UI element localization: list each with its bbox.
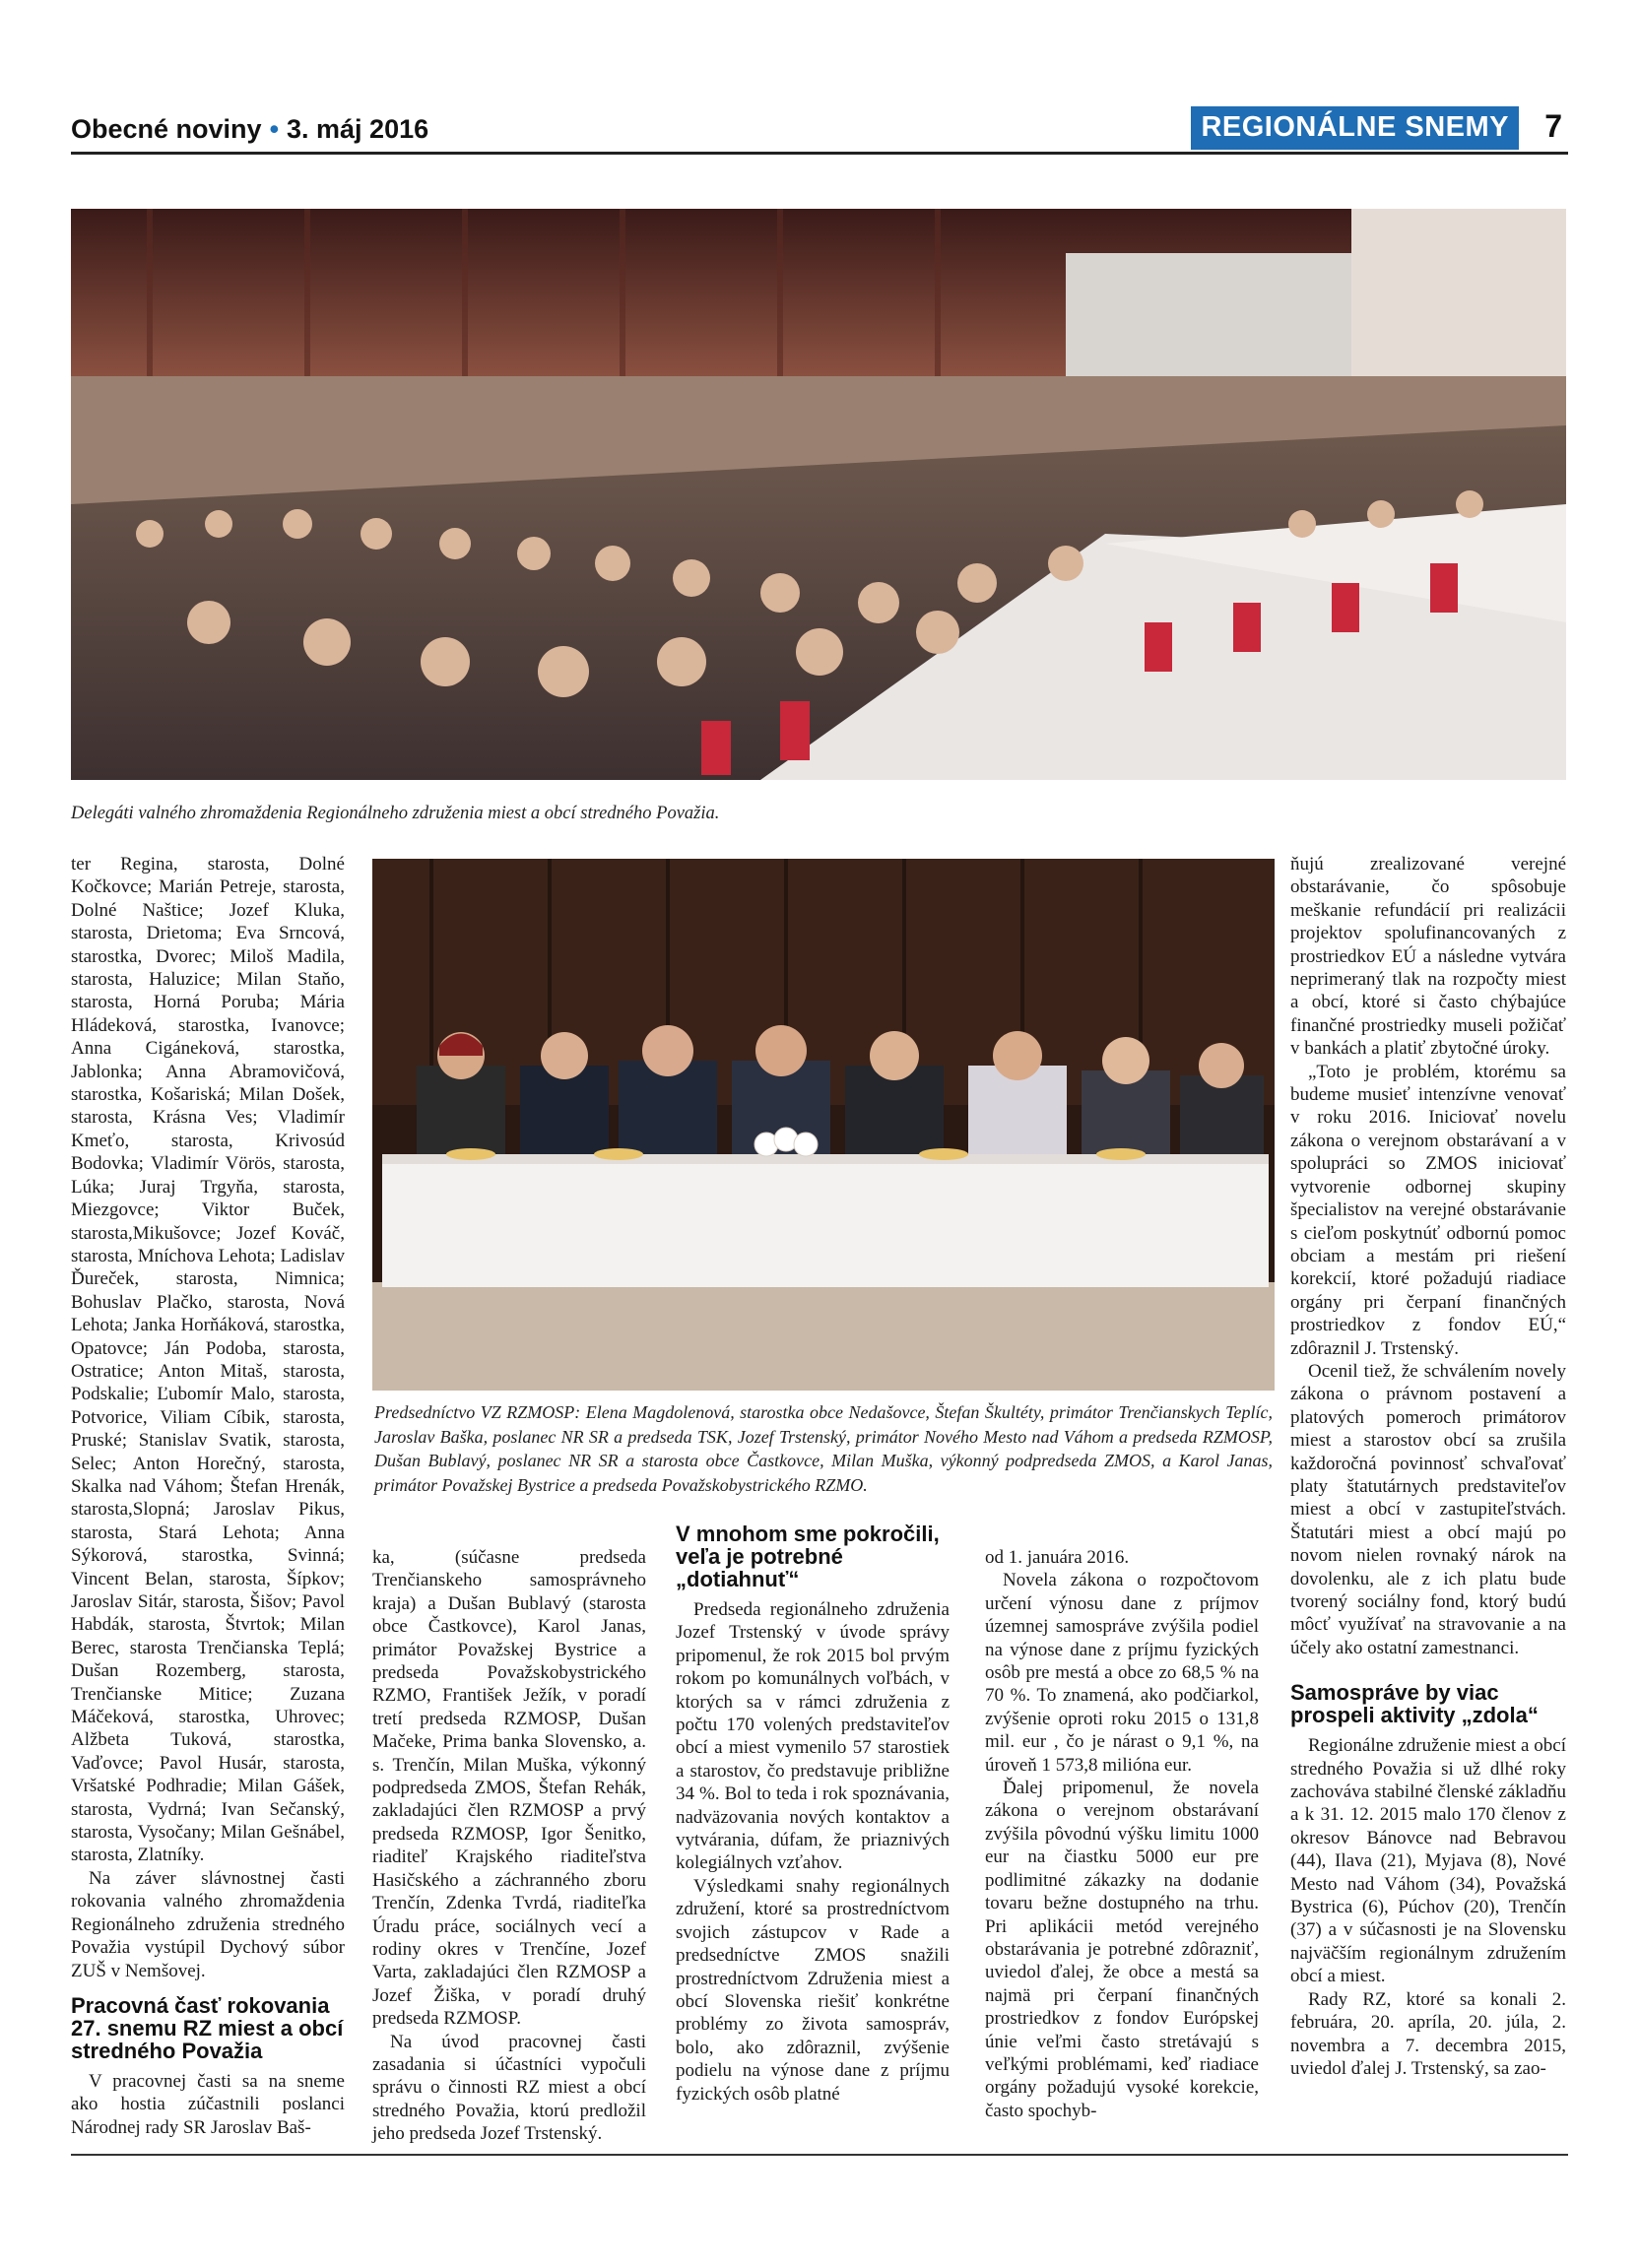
article-column-5	[1290, 853, 1566, 2080]
article-column-1	[71, 853, 345, 2139]
column-4-paragraph-3: Ďalej pripomenul, že novela zákona o verejnom obstarávaní zvýšila pôvodnú výšku limitu 1000 eur na čiastku 5000 eur pre podlimitné zákazky na dodanie tovaru bežne dostupného na trhu. Pri aplikácii metód verejného obstarávania je potrebné zdôrazniť, uviedol ďalej, že obce a mestá sa najmä pri čerpaní finančných prostriedkov z fondov Európskej únie veľmi často stretávajú s veľkými problémami, keď riadiace orgány požadujú vysoké korekcie, často spochyb-	[985, 1778, 1259, 2121]
column-4-paragraph-2: Novela zákona o rozpočtovom určení výnosu dane z príjmov územnej samospráve zvýšila podiel na výnose dane z príjmu fyzických osôb pre mestá a obce zo 68,5 % na 70 %. To znamená, ako podčiarkol, zvýšenie oproti roku 2015 o 131,8 mil. eur , čo je nárast o 9,1 %, na úroveň 1 573,8 miliónа eur.	[985, 1570, 1259, 1776]
column-5-paragraph-4: Regionálne združenie miest a obcí stredného Považia si už dlhé roky zachováva stabilné členské základňu a k 31. 12. 2015 malo 170 členov z okresov Bánovce nad Bebravou (44), Ilava (21), Myjava (8), Nové Mesto nad Váhom (34), Považská Bystrica (6), Púchov (20), Trenčín (37) a v súčasnosti je na Slovensku najväčším regionálnym združením obcí a miest.	[1290, 1735, 1566, 1987]
column-1-paragraph-2: Na záver slávnostnej časti rokovania valného zhromaždenia Regionálneho združenia stredného Považia vystúpil Dychový súbor ZUŠ v Nemšovej.	[71, 1867, 345, 1981]
column-2-paragraph-1: ka, (súčasne predseda Trenčianskeho samosprávneho kraja) a Dušan Bublavý (starosta obce Častkovce), Karol Janas, primátor Považskej Bystrice a predseda Považskobystrického RZMO, František Ježík, v poradí tretí predseda RZMOSP, Dušan Mačeke, Prima banka Slovensko, a. s. Trenčín, Milan Muška, výkonný podpredseda ZMOS, Štefan Rehák, zakladajúci člen RZMOSP a prvý predseda RZMOSP, Igor Šenitko, riaditeľ Krajského riaditeľstva Hasičského a záchranného zboru Trenčín, Zdenka Tvrdá, riaditeľka Úradu práce, sociálnych vecí a rodiny okres v Trenčíne, Jozef Varta, zakladajúci člen RZMOSP a Jozef Žiška, v poradí druhý predseda RZMOSP.	[372, 1547, 646, 2030]
column-5-paragraph-3: Ocenil tiež, že schválením novely zákona o právnom postavení a platových pomeroch primátorov miest a starostov obcí sa zrušila každoročná povinnosť schvaľovať platy štatutárnych predstaviteľov miest a obcí v zastupiteľstvách. Štatutári miest a obcí majú po novom nielen rovnaký nárok na dovolenku, ale z ich platu bude tvorený sociálny fond, ktorý budú môcť využívať na stravovanie a na účely ako ostatní zamestnanci.	[1290, 1360, 1566, 1658]
conference-hall-photo	[71, 209, 1566, 780]
presidium-table-photo-icon	[372, 859, 1275, 1391]
column-2-paragraph-2: Na úvod pracovnej časti zasadania si účastníci vypočuli správu o činnosti RZ miest a obcí stredného Považia, ktorú predložil jeho predseda Jozef Trstenský.	[372, 2031, 646, 2145]
column-1-subheading: Pracovná časť rokovania 27. snemu RZ miest a obcí stredného Považia	[71, 1992, 344, 2063]
masthead	[71, 114, 428, 145]
column-3-subheading: V mnohom sme pokročili, veľa je potrebné „dotiahnuť“	[676, 1522, 940, 1591]
article-column-4	[985, 1546, 1259, 2122]
column-5-paragraph-1: ňujú zrealizované verejné obstarávanie, čo spôsobuje meškanie refundácií pri realizácii projektov spolufinancovaných z prostriedkov EÚ a následne vytvára neprimeraný tlak na rozpočty miest a obcí, ktoré si často chýbajúce finančné prostriedky museli požičať v bankách a platiť zbytočné úroky.	[1290, 854, 1566, 1060]
separator-dot: •	[269, 114, 280, 144]
page-number: 7	[1544, 108, 1562, 144]
bottom-rule	[71, 2154, 1568, 2156]
column-3-paragraph-1: Predseda regionálneho združenia Jozef Trstenský v úvode správy pripomenul, že rok 2015 bol prvým rokom po komunálnych voľbách, v ktorých sa v rámci združenia z počtu 170 volených predstaviteľov obcí a miest vymenilo 57 starostiek a starostov, čo predstavuje približne 34 %. Bol to teda i rok spoznávania, nadväzovania nových kontaktov a vytvárania, dúfam, že priaznivých kolegiálnych vzťahov.	[676, 1599, 950, 1874]
conference-hall-photo-icon	[71, 209, 1566, 780]
middle-photo-caption: Predsedníctvo VZ RZMOSP: Elena Magdolenová, starostka obce Nedašovce, Štefan Škultéty, primátor Trenčianskych Teplíc, Jaroslav Baška, poslanec NR SR a predseda TSK, Jozef Trstenský, primátor Nového Mesto nad Váhom a predseda RZMOSP, Dušan Bublavý, poslanec NR SR a starosta obce Častkovce, Milan Muška, výkonný podpredseda ZMOS, a Karol Janas, primátor Považskej Bystrice a predseda Považskobystrického RZMO.	[374, 1402, 1273, 1495]
column-1-paragraph-3: V pracovnej časti sa na sneme ako hostia zúčastnili poslanci Národnej rady SR Jaroslav Baš-	[71, 2070, 345, 2138]
issue-date: 3. máj 2016	[287, 114, 429, 144]
column-5-paragraph-2: „Toto je problém, ktorému sa budeme musieť intenzívne venovať v roku 2016. Iniciovať novelu zákona o verejnom obstarávaní a v spolupráci so ZMOS iniciovať vytvorenie odbornej skupiny špecialistov na verejné obstarávanie s cieľom poskytnúť odbornú pomoc obciam a mestám pri riešení korekcií, ktoré požadujú riadiace orgány pri čerpaní finančných prostriedkov z fondov EÚ,“ zdôraznil J. Trstenský.	[1290, 1061, 1566, 1359]
header-rule	[71, 152, 1568, 155]
column-4-paragraph-1: od 1. januára 2016.	[985, 1547, 1130, 1568]
article-column-2	[372, 1546, 646, 2146]
article-column-3	[676, 1523, 950, 2106]
page-header	[71, 106, 1568, 156]
column-1-paragraph-1: ter Regina, starosta, Dolné Kočkovce; Marián Petreje, starosta, Dolné Naštice; Jozef Kluka, starosta, Drietoma; Eva Srncová, starostka, Dvorec; Miloš Madila, starosta, Haluzice; Milan Staňo, starosta, Horná Poruba; Mária Hládeková, starostka, Ivanovce; Anna Cigáneková, starostka, Jablonka; Anna Abramovičová, starostka, Košariská; Milan Došek, starosta, Krásna Ves; Vladimír Kmeťo, starosta, Krivosúd Bodovka; Vladimír Vörös, starosta, Lúka; Juraj Trgyňa, starosta, Miezgovce; Viktor Buček, starosta,Mikušovce; Jozef Kováč, starosta, Mníchova Lehota; Ladislav Ďureček, starosta, Nimnica; Bohuslav Plačko, starosta, Nová Lehota; Janka Horňáková, starostka, Opatovce; Ján Podoba, starosta, Ostratice; Anton Mitaš, starosta, Podskalie; Ľubomír Malo, starosta, Potvorice, Viliam Cíbik, starosta, Pruské; Stanislav Svatik, starosta, Selec; Anton Horečný, starosta, Skalka nad Váhom; Štefan Hrenák, starosta,Slopná; Jaroslav Pikus, starosta, Stará Lehota; Anna Sýkorová, starostka, Svinná; Vincent Belan, starosta, Šípkov; Jaroslav Sitár, starosta, Šišov; Pavol Habdák, starosta, Štvrtok; Milan Berec, starosta Trenčianska Teplá; Dušan Rozemberg, starosta, Trenčianske Mitice; Zuzana Máčeková, starostka, Uhrovec; Alžbeta Tuková, starostka, Vaďovce; Pavol Husár, starosta, Vršatské Podhradie; Milan Gášek, starosta, Vydrná; Ivan Sečanský, starosta, Vysočany; Milan Gešnábel, starosta, Zlatníky.	[71, 854, 345, 1866]
presidium-table-photo	[372, 859, 1275, 1391]
column-5-paragraph-5: Rady RZ, ktoré sa konali 2. februára, 20. apríla, 20. júla, 2. novembra a 7. decembra 2015, uviedol ďalej J. Trstenský, sa zao-	[1290, 1988, 1566, 2079]
top-photo-caption: Delegáti valného zhromaždenia Regionálneho združenia miest a obcí stredného Považia.	[71, 804, 720, 823]
publication-name: Obecné noviny	[71, 114, 262, 144]
column-3-paragraph-2: Výsledkami snahy regionálnych združení, ktoré sa prostredníctvom svojich zástupcov v Rade a predsedníctve ZMOS snažili prostredníctvom Združenia miest a obcí Slovenska riešiť konkrétne problémy zo života samospráv, bolo, ako zdôraznil, zvýšenie podielu na výnose dane z príjmu fyzických osôb platné	[676, 1875, 950, 2105]
column-5-subheading: Samospráve by viac prospeli aktivity „zdola“	[1290, 1680, 1539, 1728]
section-label: REGIONÁLNE SNEMY	[1191, 106, 1519, 150]
